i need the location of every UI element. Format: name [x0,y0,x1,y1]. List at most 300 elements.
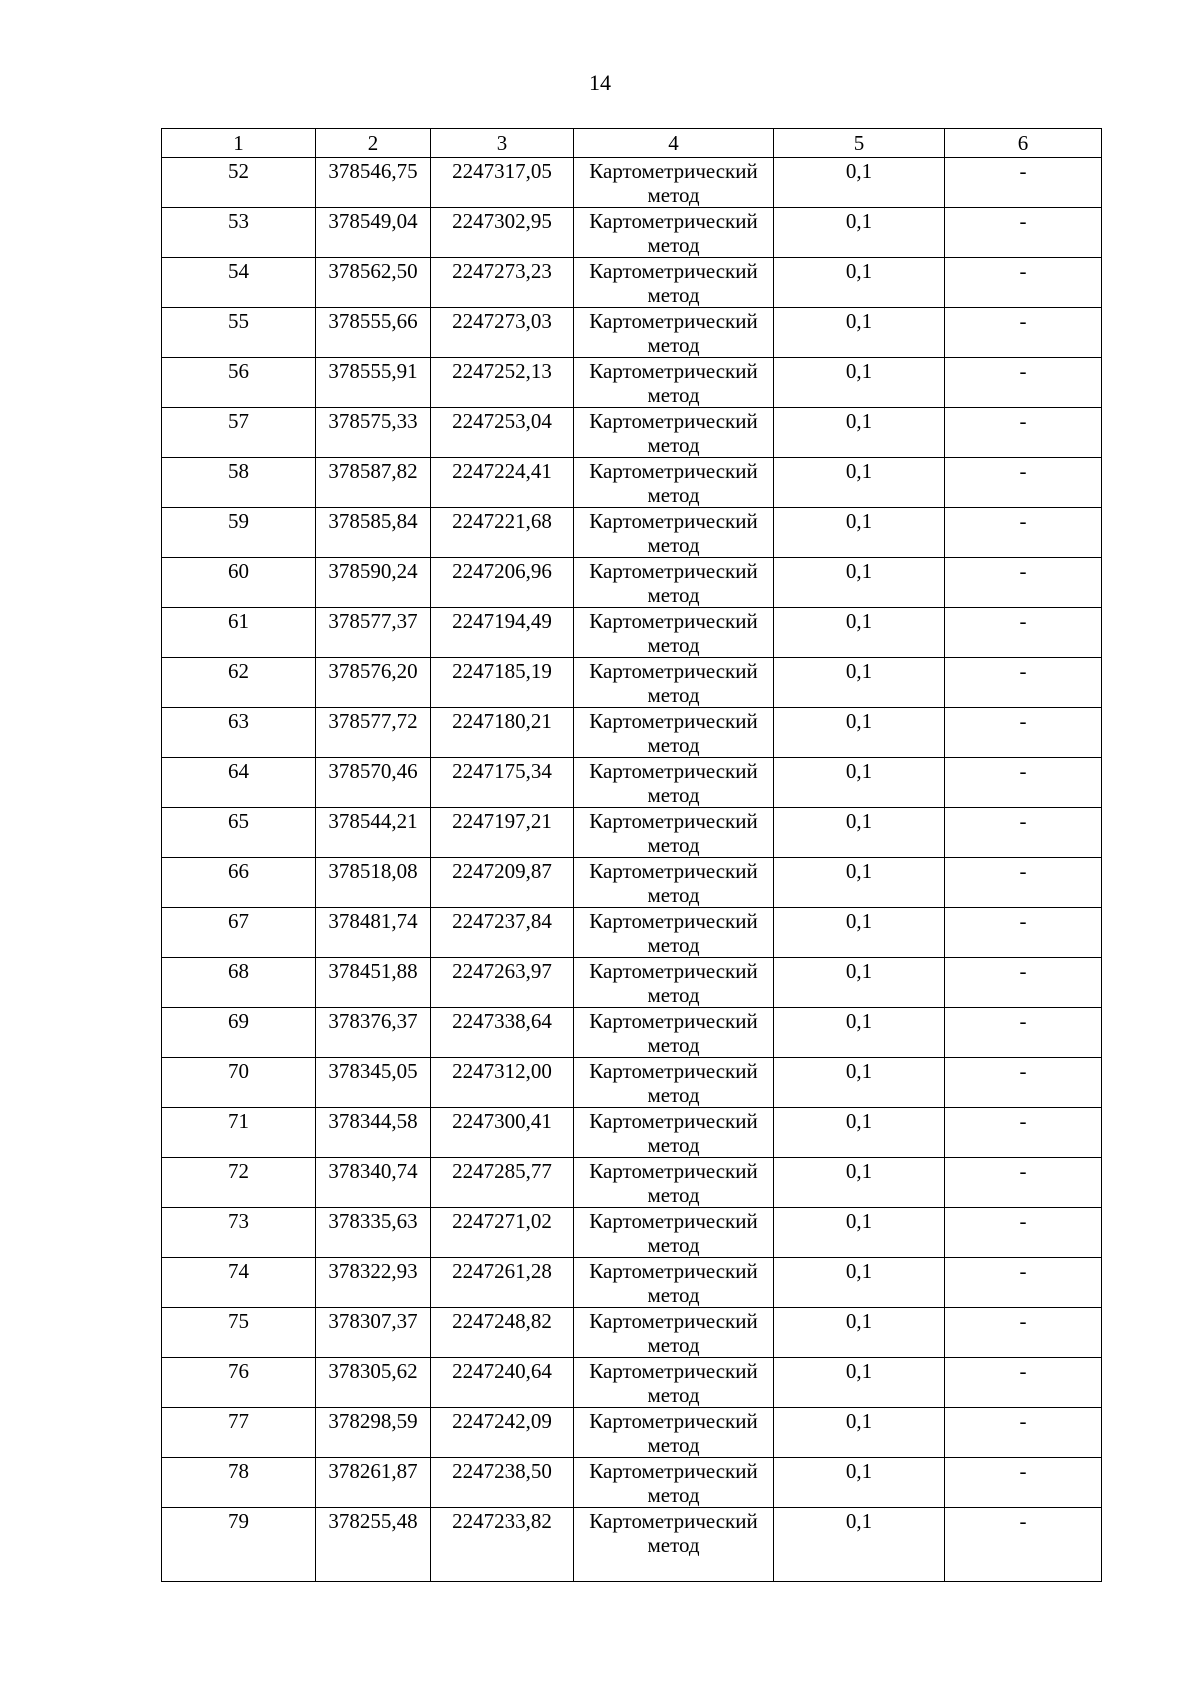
accuracy-text: 0,1 [845,1059,873,1083]
x-coordinate-text: 378575,33 [328,409,418,433]
method-text: Картометрический метод [589,509,758,557]
x-coordinate-text: 378544,21 [328,809,418,833]
x-coordinate-cell [316,258,431,308]
x-coordinate-cell [316,958,431,1008]
point-number-text: 73 [228,1209,249,1233]
point-number-cell [162,958,316,1008]
method-cell [574,358,774,408]
column-header: 2 [316,129,431,158]
point-number-text: 69 [228,1009,249,1033]
accuracy-cell [774,308,945,358]
page-number: 14 [589,70,611,95]
y-coordinate-text: 2247175,34 [452,759,552,783]
method-text: Картометрический метод [589,559,758,607]
x-coordinate-text: 378340,74 [328,1159,418,1183]
description-text: - [1019,459,1027,483]
x-coordinate-text: 378587,82 [328,459,418,483]
table-row [162,1108,1102,1158]
description-text: - [1019,1009,1027,1033]
y-coordinate-text: 2247263,97 [452,959,552,983]
x-coordinate-cell [316,408,431,458]
x-coordinate-text: 378376,37 [328,1009,418,1033]
point-number-cell [162,1408,316,1458]
accuracy-cell [774,1308,945,1358]
method-cell [574,1158,774,1208]
table-row [162,858,1102,908]
description-cell [945,1408,1102,1458]
description-text: - [1019,959,1027,983]
point-number-cell [162,1258,316,1308]
y-coordinate-text: 2247237,84 [452,909,552,933]
x-coordinate-text: 378549,04 [328,209,418,233]
accuracy-cell [774,1358,945,1408]
table-row [162,1158,1102,1208]
y-coordinate-text: 2247242,09 [452,1409,552,1433]
accuracy-text: 0,1 [845,909,873,933]
y-coordinate-text: 2247271,02 [452,1209,552,1233]
accuracy-cell [774,1458,945,1508]
accuracy-cell [774,1108,945,1158]
method-text: Картометрический метод [589,459,758,507]
description-text: - [1019,1309,1027,1333]
description-text: - [1019,1409,1027,1433]
x-coordinate-text: 378577,37 [328,609,418,633]
method-cell [574,1258,774,1308]
point-number-cell [162,258,316,308]
table-body [162,158,1102,1582]
accuracy-cell [774,858,945,908]
x-coordinate-cell [316,758,431,808]
accuracy-text: 0,1 [845,859,873,883]
method-cell [574,308,774,358]
x-coordinate-cell [316,508,431,558]
y-coordinate-text: 2247261,28 [452,1259,552,1283]
description-cell [945,1358,1102,1408]
point-number-cell [162,408,316,458]
description-cell [945,1458,1102,1508]
description-cell [945,858,1102,908]
method-text: Картометрический метод [589,659,758,707]
point-number-cell [162,608,316,658]
point-number-text: 54 [228,259,249,283]
x-coordinate-text: 378555,91 [328,359,418,383]
point-number-cell [162,658,316,708]
method-text: Картометрический метод [589,759,758,807]
point-number-text: 57 [228,409,249,433]
y-coordinate-text: 2247240,64 [452,1359,552,1383]
accuracy-cell [774,958,945,1008]
x-coordinate-text: 378344,58 [328,1109,418,1133]
point-number-text: 53 [228,209,249,233]
point-number-text: 72 [228,1159,249,1183]
x-coordinate-cell [316,158,431,208]
x-coordinate-cell [316,1308,431,1358]
x-coordinate-text: 378261,87 [328,1459,418,1483]
column-header: 6 [945,129,1102,158]
description-text: - [1019,1509,1027,1533]
method-cell [574,708,774,758]
x-coordinate-text: 378481,74 [328,909,418,933]
point-number-cell [162,308,316,358]
y-coordinate-cell [431,508,574,558]
method-text: Картометрический метод [589,859,758,907]
method-text: Картометрический метод [589,1109,758,1157]
table-row [162,958,1102,1008]
table-row [162,458,1102,508]
method-text: Картометрический метод [589,959,758,1007]
accuracy-cell [774,358,945,408]
accuracy-cell [774,458,945,508]
accuracy-cell [774,808,945,858]
accuracy-text: 0,1 [845,1209,873,1233]
x-coordinate-cell [316,308,431,358]
x-coordinate-cell [316,708,431,758]
x-coordinate-text: 378305,62 [328,1359,418,1383]
accuracy-text: 0,1 [845,359,873,383]
method-cell [574,808,774,858]
method-text: Картометрический метод [589,1309,758,1357]
y-coordinate-text: 2247273,23 [452,259,552,283]
method-text: Картометрический метод [589,1059,758,1107]
method-cell [574,1358,774,1408]
x-coordinate-text: 378335,63 [328,1209,418,1233]
table-row [162,608,1102,658]
y-coordinate-text: 2247224,41 [452,459,552,483]
x-coordinate-cell [316,358,431,408]
description-text: - [1019,559,1027,583]
table-row [162,1258,1102,1308]
point-number-text: 56 [228,359,249,383]
x-coordinate-text: 378298,59 [328,1409,418,1433]
y-coordinate-text: 2247221,68 [452,509,552,533]
accuracy-text: 0,1 [845,709,873,733]
y-coordinate-text: 2247317,05 [452,159,552,183]
description-cell [945,1058,1102,1108]
description-cell [945,408,1102,458]
x-coordinate-text: 378570,46 [328,759,418,783]
description-cell [945,608,1102,658]
point-number-cell [162,1358,316,1408]
accuracy-text: 0,1 [845,459,873,483]
description-cell [945,208,1102,258]
point-number-text: 64 [228,759,249,783]
y-coordinate-cell [431,958,574,1008]
table-header-row [162,129,1102,158]
description-text: - [1019,409,1027,433]
accuracy-cell [774,758,945,808]
accuracy-cell [774,508,945,558]
point-number-text: 79 [228,1509,249,1533]
method-text: Картометрический метод [589,209,758,257]
y-coordinate-cell [431,408,574,458]
y-coordinate-text: 2247273,03 [452,309,552,333]
point-number-cell [162,758,316,808]
x-coordinate-cell [316,458,431,508]
method-text: Картометрический метод [589,409,758,457]
method-cell [574,658,774,708]
accuracy-text: 0,1 [845,1159,873,1183]
accuracy-text: 0,1 [845,809,873,833]
table-row [162,1008,1102,1058]
column-header: 5 [774,129,945,158]
column-header: 4 [574,129,774,158]
method-cell [574,1208,774,1258]
description-text: - [1019,1459,1027,1483]
y-coordinate-text: 2247206,96 [452,559,552,583]
point-number-text: 62 [228,659,249,683]
x-coordinate-cell [316,1458,431,1508]
x-coordinate-text: 378576,20 [328,659,418,683]
description-text: - [1019,1109,1027,1133]
table-row [162,208,1102,258]
table-row [162,258,1102,308]
point-number-cell [162,1458,316,1508]
x-coordinate-cell [316,808,431,858]
point-number-text: 63 [228,709,249,733]
method-text: Картометрический метод [589,609,758,657]
point-number-text: 61 [228,609,249,633]
method-text: Картометрический метод [589,1009,758,1057]
point-number-text: 67 [228,909,249,933]
y-coordinate-text: 2247300,41 [452,1109,552,1133]
y-coordinate-text: 2247312,00 [452,1059,552,1083]
y-coordinate-cell [431,1108,574,1158]
accuracy-cell [774,1508,945,1582]
y-coordinate-cell [431,308,574,358]
accuracy-cell [774,658,945,708]
table-row [162,408,1102,458]
point-number-cell [162,1308,316,1358]
accuracy-text: 0,1 [845,1509,873,1533]
description-cell [945,758,1102,808]
method-cell [574,208,774,258]
point-number-cell [162,358,316,408]
description-text: - [1019,209,1027,233]
point-number-cell [162,458,316,508]
point-number-text: 66 [228,859,249,883]
point-number-cell [162,908,316,958]
method-text: Картометрический метод [589,909,758,957]
method-text: Картометрический метод [589,259,758,307]
x-coordinate-cell [316,658,431,708]
method-cell [574,258,774,308]
method-text: Картометрический метод [589,1459,758,1507]
y-coordinate-cell [431,858,574,908]
point-number-cell [162,808,316,858]
table-row [162,708,1102,758]
x-coordinate-text: 378518,08 [328,859,418,883]
method-cell [574,608,774,658]
x-coordinate-text: 378307,37 [328,1309,418,1333]
x-coordinate-cell [316,1258,431,1308]
description-cell [945,1108,1102,1158]
y-coordinate-cell [431,808,574,858]
description-cell [945,558,1102,608]
method-cell [574,858,774,908]
description-cell [945,908,1102,958]
method-text: Картометрический метод [589,1359,758,1407]
method-cell [574,1308,774,1358]
method-cell [574,958,774,1008]
point-number-cell [162,1108,316,1158]
x-coordinate-text: 378562,50 [328,259,418,283]
x-coordinate-cell [316,1008,431,1058]
description-text: - [1019,709,1027,733]
accuracy-text: 0,1 [845,1459,873,1483]
method-text: Картометрический метод [589,1209,758,1257]
description-cell [945,508,1102,558]
point-number-text: 76 [228,1359,249,1383]
table-row [162,508,1102,558]
description-cell [945,308,1102,358]
accuracy-text: 0,1 [845,309,873,333]
accuracy-cell [774,208,945,258]
x-coordinate-cell [316,558,431,608]
accuracy-text: 0,1 [845,509,873,533]
description-cell [945,1308,1102,1358]
y-coordinate-text: 2247302,95 [452,209,552,233]
y-coordinate-cell [431,708,574,758]
point-number-cell [162,1158,316,1208]
y-coordinate-text: 2247248,82 [452,1309,552,1333]
description-text: - [1019,1059,1027,1083]
table-row [162,1408,1102,1458]
method-cell [574,408,774,458]
accuracy-text: 0,1 [845,1359,873,1383]
method-text: Картометрический метод [589,709,758,757]
accuracy-cell [774,158,945,208]
point-number-text: 75 [228,1309,249,1333]
accuracy-cell [774,558,945,608]
accuracy-text: 0,1 [845,159,873,183]
description-cell [945,708,1102,758]
table-row [162,908,1102,958]
point-number-text: 65 [228,809,249,833]
description-text: - [1019,1209,1027,1233]
point-number-cell [162,208,316,258]
method-cell [574,1108,774,1158]
method-text: Картометрический метод [589,159,758,207]
accuracy-text: 0,1 [845,759,873,783]
point-number-text: 60 [228,559,249,583]
accuracy-cell [774,1008,945,1058]
accuracy-cell [774,608,945,658]
y-coordinate-cell [431,258,574,308]
table-row [162,758,1102,808]
point-number-cell [162,1058,316,1108]
accuracy-text: 0,1 [845,209,873,233]
description-cell [945,1508,1102,1582]
point-number-text: 55 [228,309,249,333]
table-row [162,558,1102,608]
method-cell [574,158,774,208]
accuracy-text: 0,1 [845,259,873,283]
y-coordinate-cell [431,458,574,508]
table-row [162,1508,1102,1582]
y-coordinate-cell [431,608,574,658]
point-number-text: 74 [228,1259,249,1283]
method-cell [574,758,774,808]
coordinates-table [161,128,1102,1582]
y-coordinate-cell [431,1358,574,1408]
accuracy-cell [774,1058,945,1108]
point-number-cell [162,508,316,558]
description-text: - [1019,659,1027,683]
y-coordinate-cell [431,1208,574,1258]
y-coordinate-cell [431,1008,574,1058]
point-number-cell [162,558,316,608]
method-cell [574,1458,774,1508]
method-cell [574,1408,774,1458]
method-cell [574,908,774,958]
y-coordinate-cell [431,1408,574,1458]
description-text: - [1019,509,1027,533]
description-cell [945,658,1102,708]
y-coordinate-text: 2247197,21 [452,809,552,833]
x-coordinate-cell [316,908,431,958]
method-text: Картометрический метод [589,309,758,357]
accuracy-cell [774,1408,945,1458]
description-text: - [1019,809,1027,833]
description-text: - [1019,909,1027,933]
y-coordinate-text: 2247209,87 [452,859,552,883]
description-text: - [1019,309,1027,333]
x-coordinate-text: 378546,75 [328,159,418,183]
column-header: 3 [431,129,574,158]
method-text: Картометрический метод [589,1159,758,1207]
x-coordinate-text: 378322,93 [328,1259,418,1283]
point-number-text: 77 [228,1409,249,1433]
description-cell [945,958,1102,1008]
y-coordinate-text: 2247238,50 [452,1459,552,1483]
description-text: - [1019,159,1027,183]
description-cell [945,808,1102,858]
description-text: - [1019,759,1027,783]
description-cell [945,1258,1102,1308]
x-coordinate-text: 378585,84 [328,509,418,533]
point-number-text: 58 [228,459,249,483]
table-row [162,1358,1102,1408]
point-number-cell [162,708,316,758]
x-coordinate-cell [316,208,431,258]
y-coordinate-text: 2247338,64 [452,1009,552,1033]
description-text: - [1019,609,1027,633]
y-coordinate-cell [431,1308,574,1358]
point-number-cell [162,1008,316,1058]
method-cell [574,1508,774,1582]
y-coordinate-cell [431,1258,574,1308]
accuracy-cell [774,1158,945,1208]
method-text: Картометрический метод [589,359,758,407]
method-cell [574,508,774,558]
table-row [162,358,1102,408]
accuracy-text: 0,1 [845,409,873,433]
description-cell [945,358,1102,408]
y-coordinate-cell [431,658,574,708]
point-number-cell [162,858,316,908]
column-header: 1 [162,129,316,158]
method-text: Картометрический метод [589,1259,758,1307]
x-coordinate-text: 378451,88 [328,959,418,983]
y-coordinate-text: 2247253,04 [452,409,552,433]
description-cell [945,158,1102,208]
accuracy-text: 0,1 [845,1409,873,1433]
accuracy-text: 0,1 [845,1259,873,1283]
accuracy-text: 0,1 [845,559,873,583]
method-text: Картометрический метод [589,809,758,857]
y-coordinate-cell [431,208,574,258]
x-coordinate-cell [316,1508,431,1582]
